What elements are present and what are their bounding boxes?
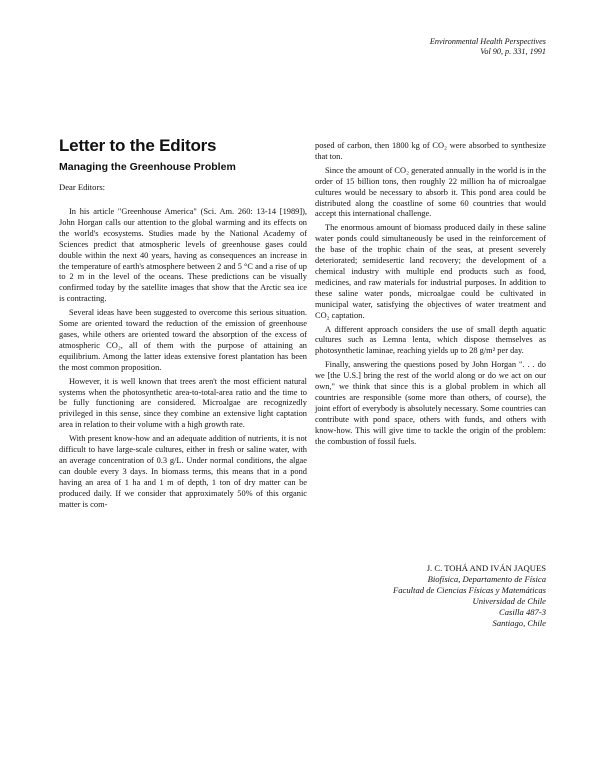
signature-university: Universidad de Chile: [472, 596, 546, 606]
right-column: [315, 141, 546, 450]
paragraph: With present know-how and an adequate addition of nutrients, it is not difficult to have large-scale cultures, either in fresh or saline water, with an average concentration of 0.3 g/L. Under normal conditions, the algae can double every 3 days. In biomass terms, this means that in a pond having an area of 1 ha and 1 m of depth, 1 ton of dry matter can be produced daily. If we consider that approximately 50% of this organic matter is com-: [59, 434, 307, 509]
salutation: Dear Editors:: [59, 182, 106, 192]
paragraph: The enormous amount of biomass produced daily in these saline water ponds could simultaneously be used in the reinforcement of the base of the trophic chain of the seas, at present severely deteriorated; semidesertic land recovery; the development of a chemical industry with multiple end products such as food, medicines, and raw materials for industrial purposes. In addition to these saline water ponds, microalgae could be cultivated in municipal water, satisfying the objectives of water treatment and CO₂ captation.: [315, 223, 546, 320]
signature-postal: Casilla 487-3: [498, 607, 546, 617]
article-subheading: Managing the Greenhouse Problem: [59, 161, 236, 173]
paragraph: A different approach considers the use of small depth aquatic cultures such as Lemna lenta, which dispose themselves as photosynthetic laminae, reaching yields up to 28 g/m² per day.: [315, 324, 546, 356]
signature-city: Santiago, Chile: [492, 618, 546, 628]
paragraph: posed of carbon, then 1800 kg of CO₂ were absorbed to synthesize that ton.: [315, 141, 546, 161]
paragraph: Since the amount of CO₂ generated annually in the world is in the order of 15 billion tons, then roughly 22 million ha of microalgae cultures would be necessary to absorb it. This pond area could be distributed along the coastline of some 60 countries that would accept this international challenge.: [315, 165, 546, 219]
article-heading: Letter to the Editors: [59, 136, 217, 155]
signature-block: [393, 563, 546, 629]
paragraph: However, it is well known that trees aren't the most efficient natural systems when the photosynthetic area-to-total-area ratio and the time to be fully functioning are considered. Microalgae are recognizedly privileged in this sense, since they combine an extensive light captation area in relation to their volume with a high growth rate.: [59, 376, 307, 430]
paragraph: In his article "Greenhouse America" (Sci. Am. 260: 13-14 [1989]), John Horgan calls our attention to the global warming and its effects on the world's ecosystems. Studies made by the National Academy of Sciences predict that atmospheric levels of greenhouse gases could double within the next 40 years, having as consequences an increase in the temperature of earth's atmosphere between 2 and 5 °C and a rise of up to 2 m in the level of the oceans. These predictions can be visually confirmed today by the satellite images that show that the Arctic sea ice is contracting.: [59, 207, 307, 304]
paragraph: Finally, answering the questions posed by John Horgan ". . . do we [the U.S.] bring the rest of the world along or do we act on our own," we think that since this is a global problem in which all countries are responsible (some more than others, of course), the joint effort of everybody is absolutely necessary. Some countries can contribute with pond space, others with funds, and others with know-how. This will give time to tackle the origin of the problem: the combustion of fossil fuels.: [315, 360, 546, 446]
left-column: [59, 207, 307, 513]
signature-authors: J. C. TOHÁ AND IVÁN JAQUES: [426, 563, 546, 573]
signature-department: Biofísica, Departamento de Física: [427, 574, 546, 584]
signature-faculty: Facultad de Ciencias Físicas y Matemáticas: [393, 585, 546, 595]
journal-name: Environmental Health Perspectives: [429, 37, 546, 46]
paragraph: Several ideas have been suggested to overcome this serious situation. Some are oriented toward the reduction of the emission of greenhouse gases, while others are oriented toward the absorption of the excess of atmospheric CO₂, all of them with the purpose of attaining an equilibrium. Among the latter ideas extensive forest plantation has been the most common proposition.: [59, 308, 307, 372]
journal-header: [430, 37, 546, 57]
journal-citation: Vol 90, p. 331, 1991: [480, 47, 546, 56]
